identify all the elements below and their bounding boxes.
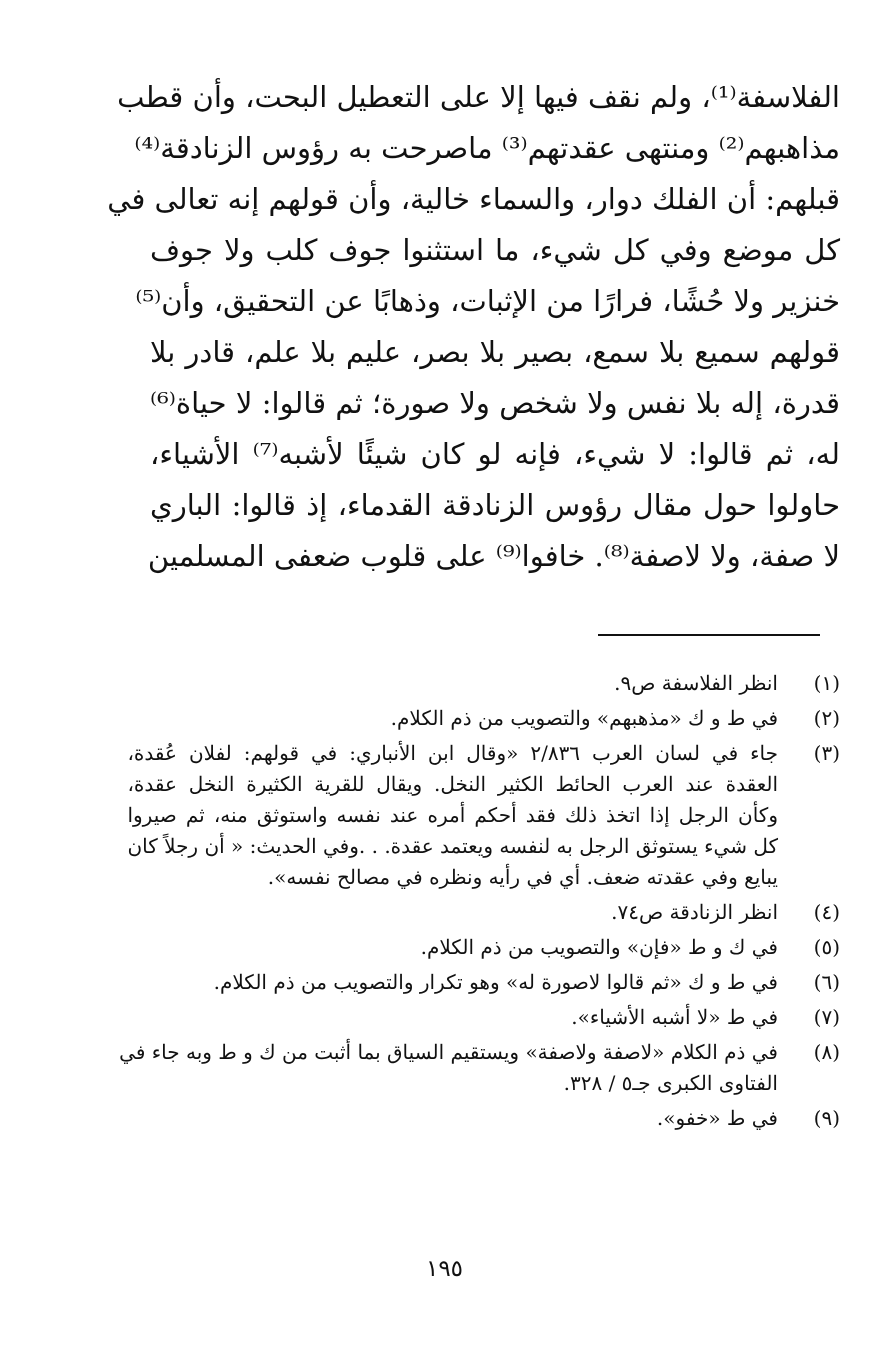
main-text-line: مذاهبهم⁽²⁾ ومنتهى عقدتهم⁽³⁾ ماصرحت به رؤوس الزنادقة⁽⁴⁾: [134, 131, 840, 165]
footnote-body: [150, 897, 778, 928]
main-text-line: كل موضع وفي كل شيء، ما استثنوا جوف كلب ولا جوف: [150, 233, 840, 267]
footnote-8: [119, 1037, 840, 1099]
main-text-line: قبلهم: أن الفلك دوار، والسماء خالية، وأن قولهم إنه تعالى في: [107, 182, 840, 216]
footnote-line: يبايع وفي عقدته ضعف. أي في رأيه ونظره في مصالح نفسه».: [267, 865, 778, 889]
footnote-line: وكأن الرجل إذا اتخذ ذلك فقد أحكم أمره عند نفسه واستوثق منه، ثم صيروا: [127, 803, 778, 827]
footnote-number: (٩): [813, 1106, 840, 1130]
footnote-line: في ك و ط «فإن» والتصويب من ذم الكلام.: [420, 935, 778, 959]
main-text-line: خنزير ولا حُشًا، فرارًا من الإثبات، وذهابًا عن التحقيق، وأن⁽⁵⁾: [135, 284, 840, 318]
footnote-body: [150, 1103, 778, 1134]
main-text-line: له، ثم قالوا: لا شيء، فإنه لو كان شيئًا لأشبه⁽⁷⁾ الأشياء،: [150, 437, 840, 471]
main-text-line: قولهم سميع بلا سمع، بصير بلا بصر، عليم بلا علم، قادر بلا: [150, 335, 840, 369]
footnote-line: في ط و ك «مذهبهم» والتصويب من ذم الكلام.: [390, 706, 778, 730]
footnote-6: [150, 967, 840, 998]
footnote-body: [150, 932, 778, 963]
footnote-number: (٢): [813, 706, 840, 730]
footnote-line: في ط «خفو».: [656, 1106, 778, 1130]
footnote-4: [150, 897, 840, 928]
footnote-body: [127, 738, 778, 893]
footnotes: [119, 668, 840, 1138]
footnote-line: في ط و ك «ثم قالوا لاصورة له» وهو تكرار والتصويب من ذم الكلام.: [213, 970, 778, 994]
footnote-line: كل شيء يستوثق الرجل به لنفسه ويعتمد عقدة. . .وفي الحديث: « أن رجلاً كان: [127, 834, 778, 858]
footnote-body: [150, 967, 778, 998]
footnote-line: جاء في لسان العرب ٢/٨٣٦ «وقال ابن الأنباري: في قولهم: لفلان عُقدة،: [127, 741, 778, 765]
footnote-body: [119, 1037, 778, 1099]
footnote-number: (٥): [813, 935, 840, 959]
footnote-number: (٣): [813, 741, 840, 765]
footnote-9: [150, 1103, 840, 1134]
footnote-1: [150, 668, 840, 699]
footnote-number: (١): [813, 671, 840, 695]
footnote-body: [150, 703, 778, 734]
footnote-number: (٧): [813, 1005, 840, 1029]
page-number: ١٩٥: [425, 1256, 464, 1282]
footnote-line: انظر الفلاسفة ص٩.: [614, 671, 778, 695]
footnote-number: (٦): [813, 970, 840, 994]
footnote-5: [150, 932, 840, 963]
footnote-line: الفتاوى الكبرى جـ٥ / ٣٢٨.: [563, 1071, 778, 1095]
footnote-line: انظر الزنادقة ص٧٤.: [611, 900, 778, 924]
footnote-number: (٤): [813, 900, 840, 924]
footnote-number: (٨): [813, 1040, 840, 1064]
footnote-body: [150, 1002, 778, 1033]
footnote-line: العقدة عند العرب الحائط الكثير النخل. ويقال للقرية الكثيرة النخل عقدة،: [127, 772, 778, 796]
main-text-line: قدرة، إله بلا نفس ولا شخص ولا صورة؛ ثم قالوا: لا حياة⁽⁶⁾: [150, 386, 840, 420]
footnote-2: [150, 703, 840, 734]
main-text-line: لا صفة، ولا لاصفة⁽⁸⁾. خافوا⁽⁹⁾ على قلوب ضعفى المسلمين: [147, 539, 840, 573]
footnote-3: [127, 738, 840, 893]
footnote-separator: [598, 634, 820, 636]
footnote-7: [150, 1002, 840, 1033]
main-text-line: الفلاسفة⁽¹⁾، ولم نقف فيها إلا على التعطيل البحت، وأن قطب: [117, 80, 840, 114]
footnote-line: في ذم الكلام «لاصفة ولاصفة» ويستقيم السياق بما أثبت من ك و ط وبه جاء في: [119, 1040, 778, 1064]
footnote-body: [150, 668, 778, 699]
footnote-line: في ط «لا أشبه الأشياء».: [571, 1005, 778, 1029]
main-text-line: حاولوا حول مقال رؤوس الزنادقة القدماء، إذ قالوا: الباري: [150, 488, 840, 522]
main-text: [107, 72, 840, 582]
